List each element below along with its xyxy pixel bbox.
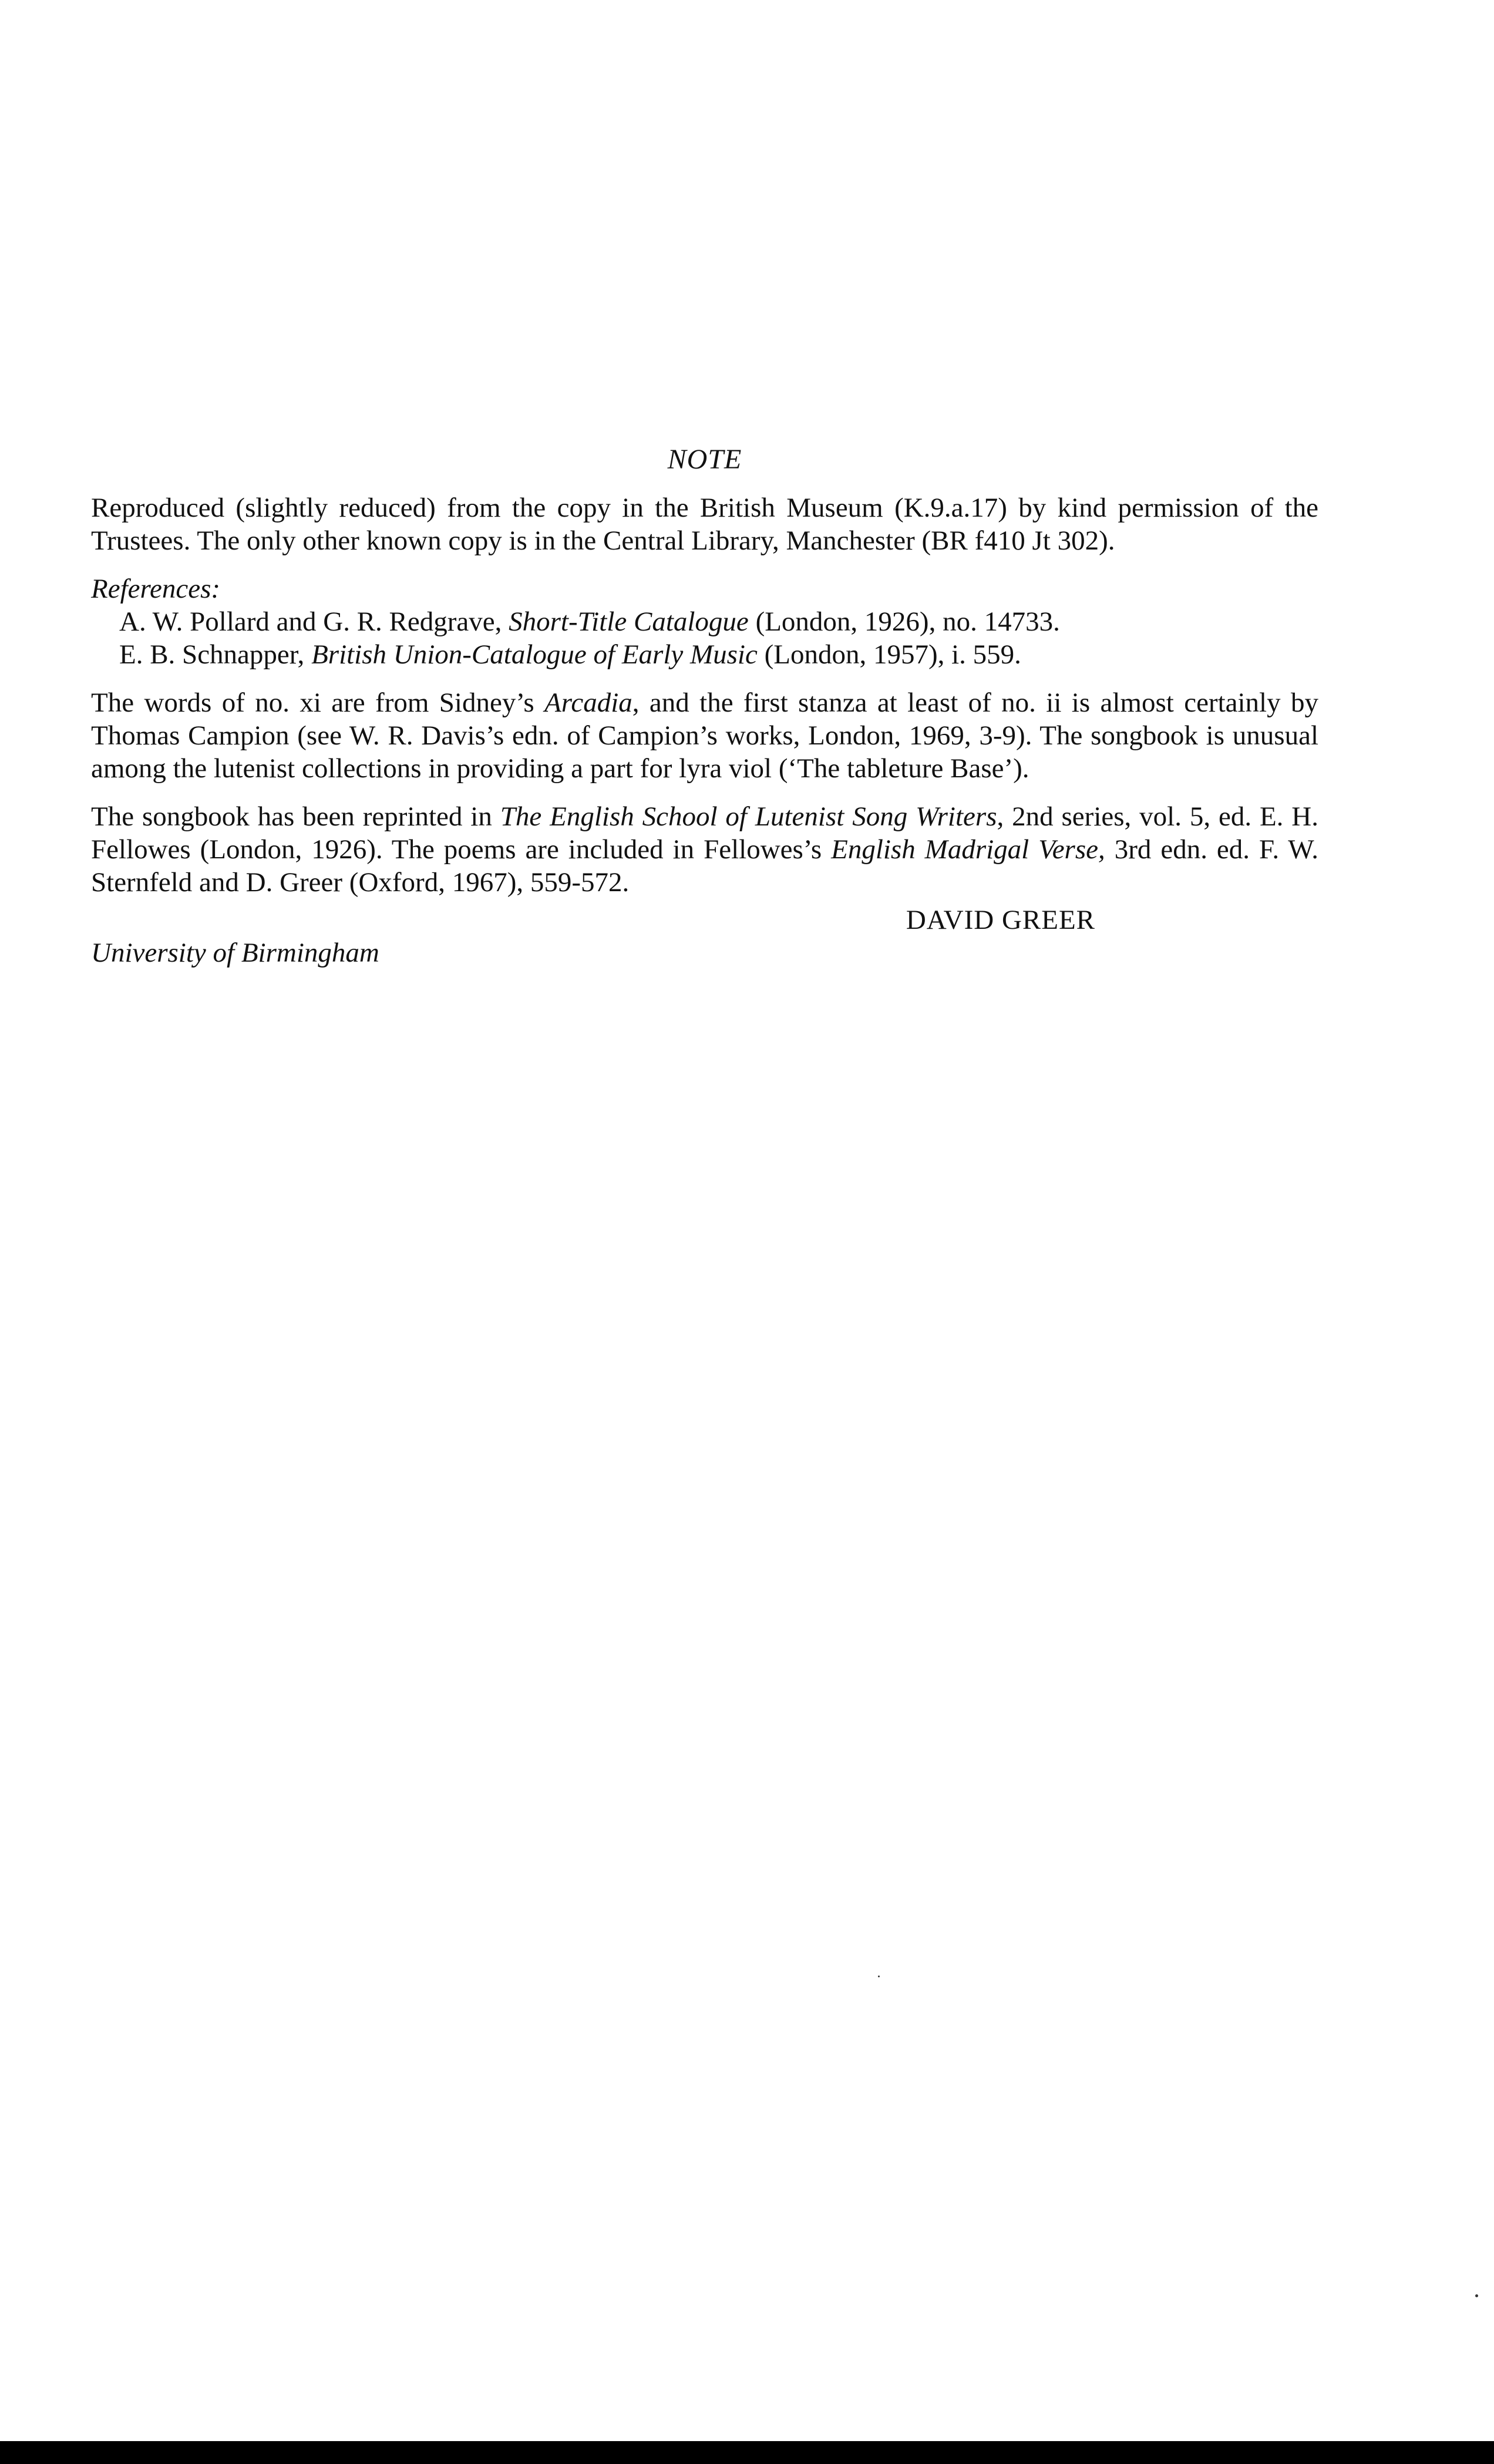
reference-item	[119, 605, 1318, 638]
text-run: The songbook has been reprinted in	[91, 801, 500, 832]
note-heading: NOTE	[667, 444, 742, 475]
text-run: , 2nd series, vol. 5, ed. E. H. Fellowes (London, 1926). The poems are included in Fellowes’s	[91, 801, 1319, 865]
reference-authors: A. W. Pollard and G. R. Redgrave,	[119, 606, 509, 637]
author-affiliation: University of Birmingham	[91, 938, 379, 968]
text-run: The words of no. xi are from Sidney’s	[91, 687, 545, 718]
reference-item	[119, 638, 1318, 671]
reprint-paragraph	[91, 800, 1318, 899]
text-run: , and the first stanza at least of no. ii is almost certainly by Thomas Campion (see W. R. Davis’s edn. of Campion’s works, London, 1969, 3-9). The songbook is unusual among the lutenist collections in providing a part for lyra viol (‘The tableture Base’).	[91, 687, 1318, 784]
work-title: Arcadia	[544, 687, 632, 718]
note-section	[91, 443, 1318, 969]
reproduction-paragraph: Reproduced (slightly reduced) from the copy in the British Museum (K.9.a.17) by kind permission of the Trustees. The only other known copy is in the Central Library, Manchester (BR f410 Jt 302).	[91, 493, 1318, 556]
work-title: The English School of Lutenist Song Writers	[500, 801, 997, 832]
reference-authors: E. B. Schnapper,	[119, 639, 312, 670]
reference-details: (London, 1926), no. 14733.	[748, 606, 1060, 637]
reference-title: British Union-Catalogue of Early Music	[311, 639, 758, 670]
references-block	[91, 572, 1318, 671]
scan-speck	[878, 1976, 880, 1977]
work-title: English Madrigal Verse,	[831, 834, 1105, 865]
scan-edge-bar	[0, 2441, 1494, 2464]
reference-details: (London, 1957), i. 559.	[757, 639, 1021, 670]
author-signature: DAVID GREER	[906, 905, 1095, 935]
reference-title: Short-Title Catalogue	[509, 606, 749, 637]
references-label: References:	[91, 574, 221, 604]
text-run: 3rd edn. ed. F. W. Sternfeld and D. Greer (Oxford, 1967), 559-572.	[91, 834, 1319, 898]
sources-paragraph	[91, 686, 1318, 785]
scan-speck	[1475, 2294, 1478, 2297]
